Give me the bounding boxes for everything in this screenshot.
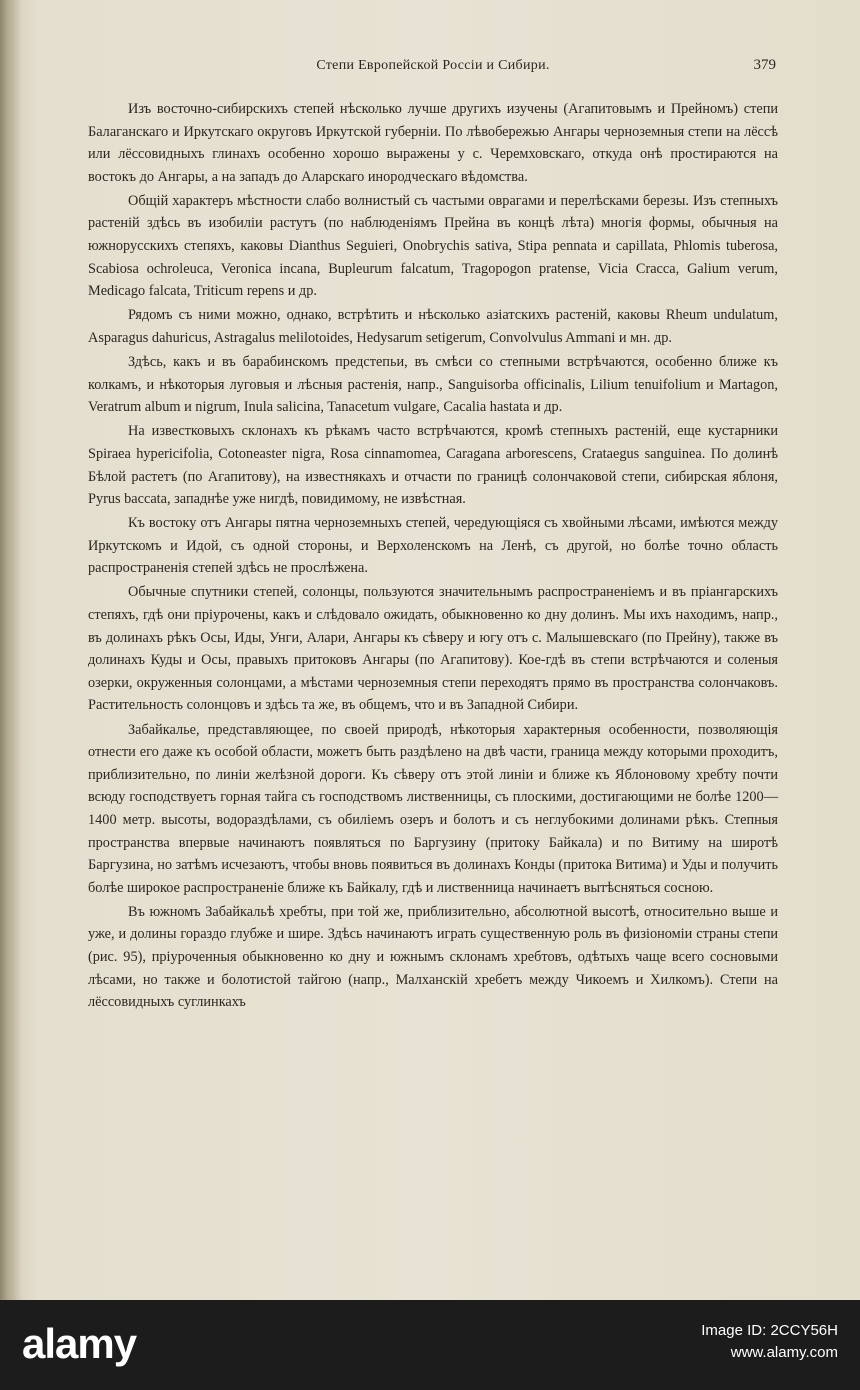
page-header [88,58,778,80]
paragraph: Обычные спутники степей, солонцы, пользуются значительнымъ распространеніемъ и въ пріангарскихъ степяхъ, гдѣ они пріурочены, какъ и слѣдовало ожидать, обыкновенно ко дну долинъ. Мы ихъ находимъ, напр., въ долинахъ рѣкъ Осы, Иды, Унги, Алари, Ангары къ сѣверу и югу отъ с. Малышевскаго (по Прейну), также въ долинахъ Куды и Осы, правыхъ притоковъ Ангары (по Агапитову). Кое-гдѣ въ степи встрѣчаются и соленыя озерки, окруженныя солонцами, а мѣстами черноземныя степи переходятъ прямо въ пространства солончаковъ. Растительность солонцовъ и здѣсь та же, въ общемъ, что и въ Западной Сибири. [88,584,778,714]
site-url: www.alamy.com [730,1344,838,1361]
stock-banner [0,1300,860,1390]
paragraph: Въ южномъ Забайкальѣ хребты, при той же, приблизительно, абсолютной высотѣ, относительно выше и уже, и долины гораздо глубже и шире. Здѣсь начинаютъ играть существенную роль въ физіономіи страны степи (рис. 95), пріуроченныя обыкновенно ко дну и южнымъ склонамъ хребтовъ, одѣтыхъ чаще всего сосновыми лѣсами, но также и болотистой тайгою (напр., Малханскій хребетъ между Чикоемъ и Хилкомъ). Степи на лёссовидныхъ суглинкахъ [88,903,778,1011]
alamy-logo: alamy [22,1320,137,1367]
image-id-label: Image ID: 2CCY56H [701,1322,838,1339]
paragraph: Общій характеръ мѣстности слабо волнистый съ частыми оврагами и перелѣсками березы. Изъ степныхъ растеній здѣсь въ изобиліи растутъ (по наблюденіямъ Прейна въ концѣ лѣта) многія формы, обычныя на южнорусскихъ степяхъ, каковы Dianthus Seguieri, Onobrychis sativa, Stipa pennata и capillata, Phlomis tuberosa, Scabiosa ochroleuca, Veronica incana, Bupleurum falcatum, Tragopogon pratense, Vicia Cracca, Galium verum, Medicago falcata, Triticum repens и др. [88,192,778,300]
paragraph: Изъ восточно-сибирскихъ степей нѣсколько лучше другихъ изучены (Агапитовымъ и Прейномъ) степи Балаганскаго и Иркутскаго округовъ Иркутской губерніи. По лѣвобережью Ангары черноземныя степи на лёссѣ или лёссовидныхъ глинахъ особенно хорошо выражены у с. Черемховскаго, откуда онѣ простираются на востокъ до Ангары, а на западъ до Аларскаго инородческаго вѣдомства. [88,101,778,185]
page-spine-shadow [0,0,22,1300]
paragraph: На известковыхъ склонахъ къ рѣкамъ часто встрѣчаются, кромѣ степныхъ растеній, еще кустарники Spiraea hypericifolia, Cotoneaster nigra, Rosa cinnamomea, Caragana arborescens, Crataegus sanguinea. По долинѣ Бѣлой растетъ (по Агапитову), на известнякахъ и отчасти по границѣ солончаковой степи, сибирская яблоня, Pyrus baccata, западнѣе уже нигдѣ, повидимому, не извѣстная. [88,423,778,508]
body-text [88,98,778,1015]
paragraph: Къ востоку отъ Ангары пятна черноземныхъ степей, чередующіяся съ хвойными лѣсами, имѣются между Иркутскомъ и Идой, съ одной стороны, и Верхоленскомъ на Ленѣ, съ другой, но болѣе точно область распространенія степей здѣсь не прослѣжена. [88,515,778,577]
paragraph: Забайкалье, представляющее, по своей природѣ, нѣкоторыя характерныя особенности, позволяющія отнести его даже къ особой области, можетъ быть раздѣлено на двѣ части, граница между которыми проходитъ, приблизительно, по линіи желѣзной дороги. Къ сѣверу отъ этой линіи и ближе къ Яблоновому хребту почти всюду господствуетъ горная тайга съ господствомъ лиственницы, съ плоскими, достигающими не болѣе 1200—1400 метр. высоты, водораздѣлами, съ обиліемъ озеръ и болотъ и съ неглубокими долинами рѣкъ. Степныя пространства впервые начинаютъ появляться по Баргузину (притоку Байкала) и по Витиму на широтѣ Баргузина, но затѣмъ исчезаютъ, чтобы вновь появиться въ долинахъ Конды (притока Витима) и Уды и получить болѣе широкое распространеніе ближе къ Байкалу, гдѣ и лиственница начинаетъ вытѣсняться сосною. [88,721,778,896]
page-number: 379 [753,57,776,73]
paragraph: Здѣсь, какъ и въ барабинскомъ предстепьи, въ смѣси со степными встрѣчаются, особенно ближе къ колкамъ, и нѣкоторыя луговыя и лѣсныя растенія, напр., Sanguisorba officinalis, Lilium tenuifolium и Martagon, Veratrum album и nigrum, Inula salicina, Tanacetum vulgare, Cacalia hastata и др. [88,354,778,416]
paragraph: Рядомъ съ ними можно, однако, встрѣтить и нѣсколько азіатскихъ растеній, каковы Rheum undulatum, Asparagus dahuricus, Astragalus melilotoides, Hedysarum setigerum, Convolvulus Ammani и мн. др. [88,307,778,346]
running-title: Степи Европейской Россіи и Сибири. [316,58,550,73]
image-id-block [701,1320,838,1364]
